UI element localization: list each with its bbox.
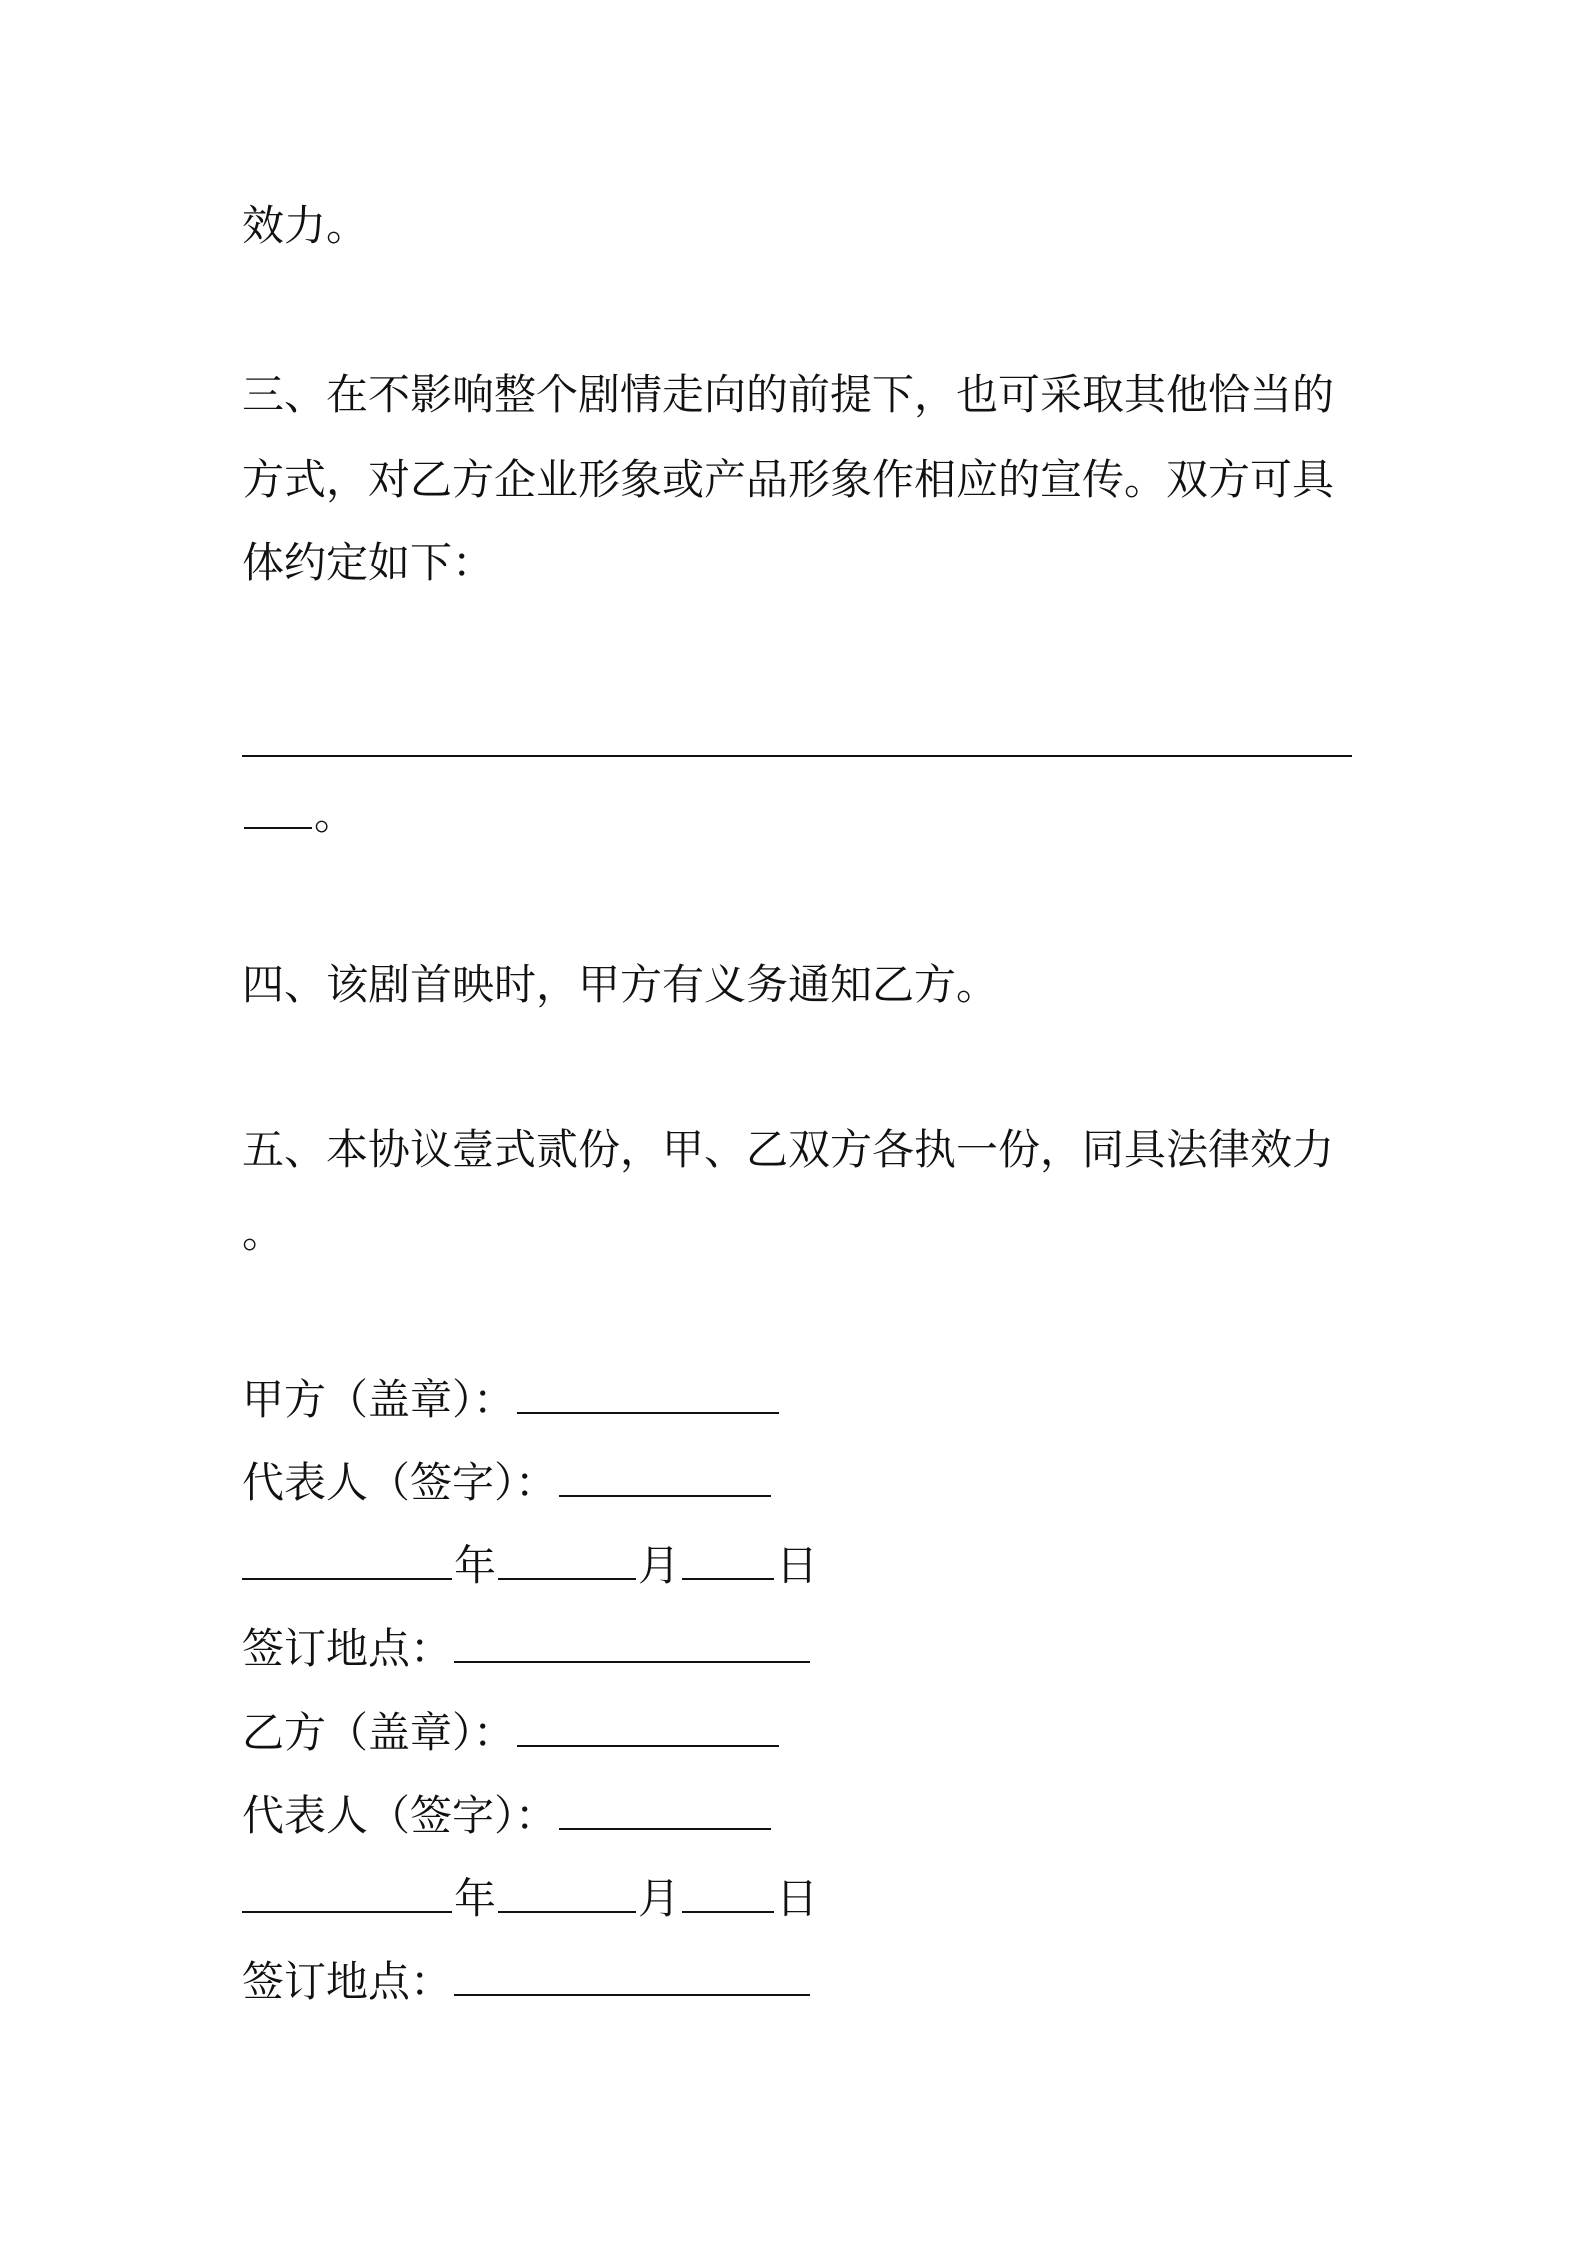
party-a-place-blank bbox=[454, 1621, 810, 1663]
party-a-day-label: 日 bbox=[776, 1541, 819, 1590]
fill-in-blank-rule bbox=[242, 755, 1352, 757]
clause-3-line-3: 体约定如下： bbox=[242, 538, 495, 587]
party-b-rep-blank bbox=[559, 1788, 771, 1830]
party-a-year-blank bbox=[242, 1538, 452, 1580]
party-b-month-blank bbox=[498, 1871, 636, 1913]
party-b-month-label: 月 bbox=[638, 1874, 681, 1923]
party-a-date-row bbox=[242, 1536, 1362, 1596]
party-a-month-blank bbox=[498, 1538, 636, 1580]
clause-3-line-2: 方式，对乙方企业形象或产品形象作相应的宣传。双方可具 bbox=[242, 455, 1335, 504]
party-b-year-blank bbox=[242, 1871, 452, 1913]
fill-in-blank-tail bbox=[244, 787, 312, 829]
party-b-day-blank bbox=[682, 1871, 774, 1913]
party-b-seal-label: 乙方（盖章）： bbox=[242, 1708, 516, 1757]
party-b-place-label: 签订地点： bbox=[242, 1957, 453, 2006]
clause-5-line-1: 五、本协议壹式贰份，甲、乙双方各执一份，同具法律效力 bbox=[242, 1125, 1335, 1174]
continuation-text: 效力。 bbox=[242, 201, 369, 250]
party-a-rep-row bbox=[242, 1453, 1362, 1513]
party-a-rep-label: 代表人（签字）： bbox=[242, 1458, 558, 1507]
party-b-seal-blank bbox=[517, 1705, 779, 1747]
party-b-day-label: 日 bbox=[776, 1874, 819, 1923]
party-a-month-label: 月 bbox=[638, 1541, 681, 1590]
party-a-seal-label: 甲方（盖章）： bbox=[242, 1375, 516, 1424]
party-b-place-row bbox=[242, 1952, 1362, 2012]
party-b-place-blank bbox=[454, 1954, 810, 1996]
party-a-place-row bbox=[242, 1619, 1362, 1679]
party-a-place-label: 签订地点： bbox=[242, 1624, 453, 1673]
party-b-date-row bbox=[242, 1869, 1362, 1929]
fill-in-blank-period: 。 bbox=[314, 790, 357, 839]
clause-4: 四、该剧首映时，甲方有义务通知乙方。 bbox=[242, 960, 999, 1009]
party-a-rep-blank bbox=[559, 1455, 771, 1497]
party-a-seal-row bbox=[242, 1370, 1362, 1430]
fill-in-blank-end bbox=[242, 785, 1362, 845]
party-a-seal-blank bbox=[517, 1372, 779, 1414]
party-b-year-label: 年 bbox=[454, 1874, 497, 1923]
party-a-year-label: 年 bbox=[454, 1541, 497, 1590]
clause-5-line-2: 。 bbox=[242, 1208, 285, 1257]
clause-3-line-1: 三、在不影响整个剧情走向的前提下，也可采取其他恰当的 bbox=[242, 370, 1335, 419]
party-b-rep-row bbox=[242, 1786, 1362, 1846]
party-b-seal-row bbox=[242, 1703, 1362, 1763]
party-a-day-blank bbox=[682, 1538, 774, 1580]
party-b-rep-label: 代表人（签字）： bbox=[242, 1791, 558, 1840]
